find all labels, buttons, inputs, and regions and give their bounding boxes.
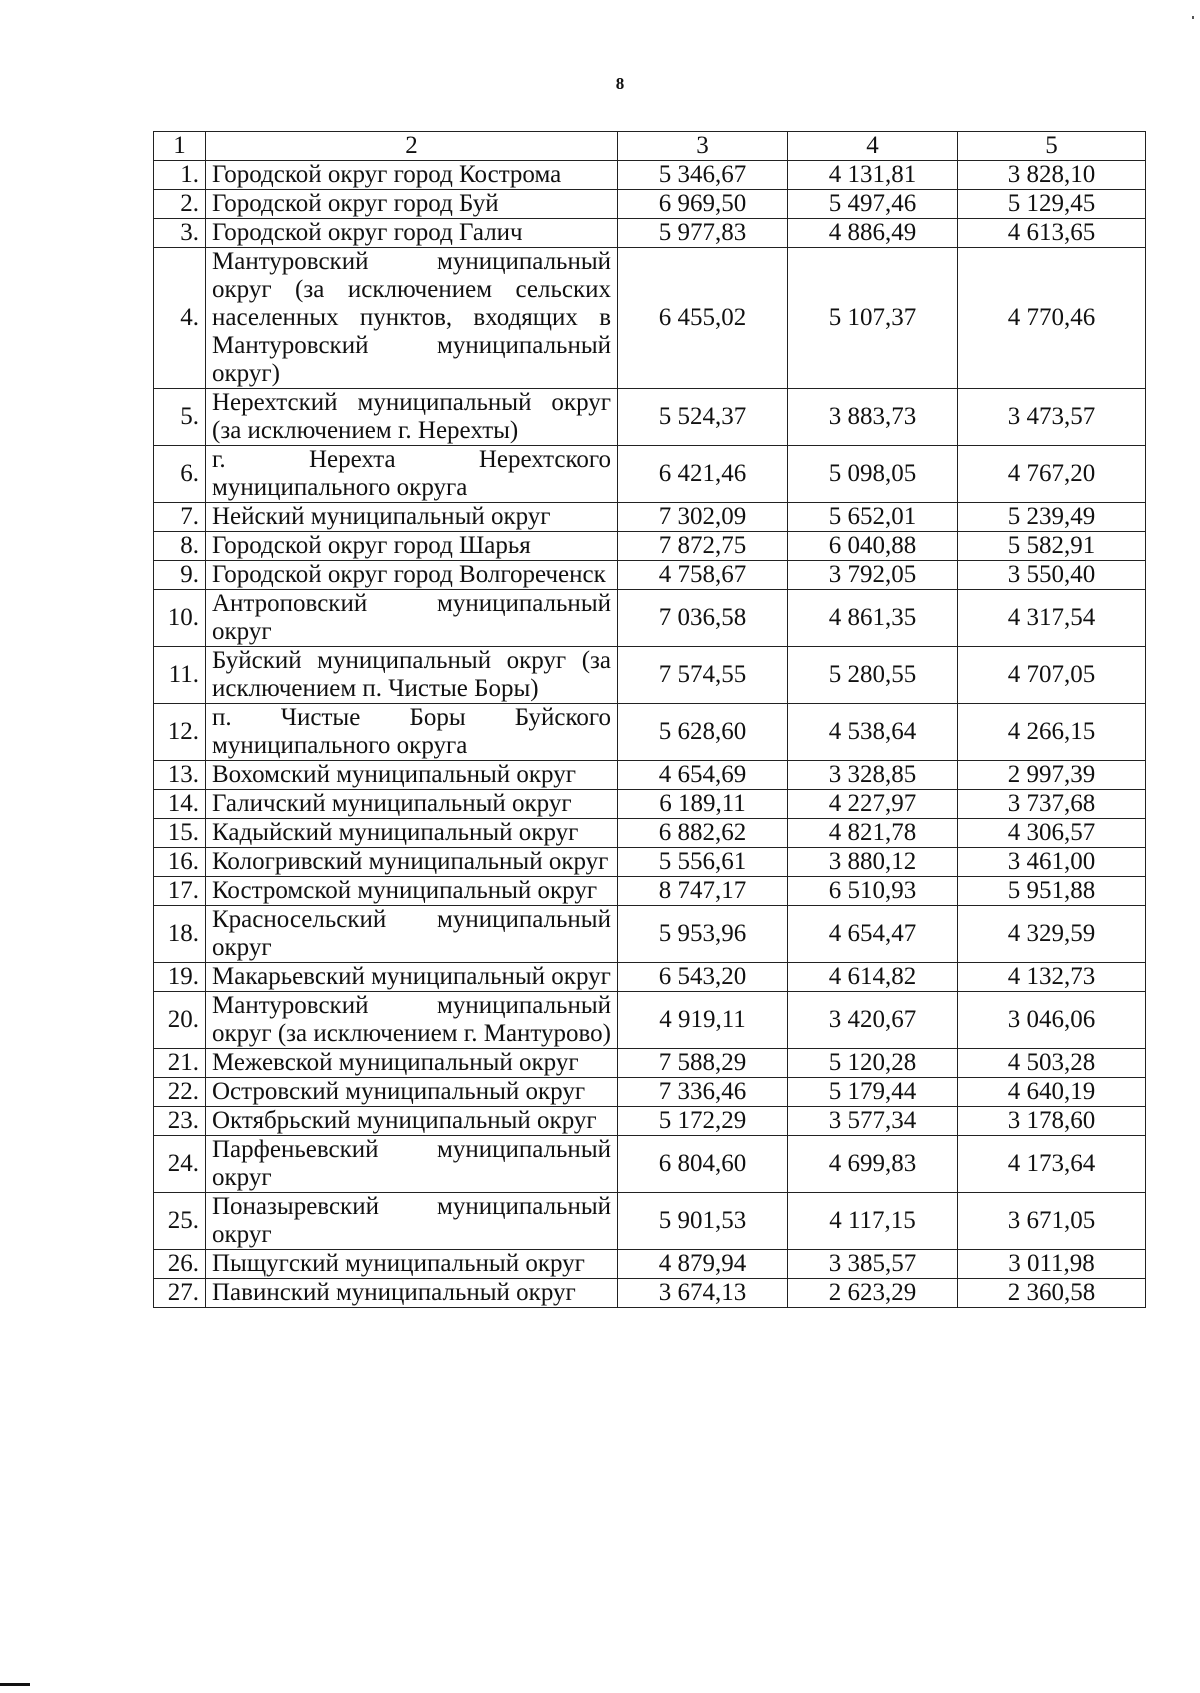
table-row — [154, 992, 1146, 1049]
row-number: 3. — [154, 219, 206, 248]
row-number: 25. — [154, 1193, 206, 1250]
column-header: 2 — [206, 132, 618, 161]
table-row — [154, 647, 1146, 704]
row-value-col5: 4 770,46 — [958, 248, 1146, 389]
row-value-col5: 4 173,64 — [958, 1136, 1146, 1193]
table-row — [154, 1078, 1146, 1107]
row-value-col5: 3 011,98 — [958, 1250, 1146, 1279]
row-value-col3: 5 953,96 — [618, 906, 788, 963]
row-number: 10. — [154, 590, 206, 647]
row-value-col5: 4 306,57 — [958, 819, 1146, 848]
row-value-col3: 6 543,20 — [618, 963, 788, 992]
column-header: 5 — [958, 132, 1146, 161]
row-value-col3: 4 879,94 — [618, 1250, 788, 1279]
row-value-col4: 3 883,73 — [788, 389, 958, 446]
row-value-col5: 3 828,10 — [958, 161, 1146, 190]
table-row — [154, 503, 1146, 532]
row-number: 22. — [154, 1078, 206, 1107]
row-value-col3: 6 421,46 — [618, 446, 788, 503]
row-value-col5: 4 640,19 — [958, 1078, 1146, 1107]
row-name: Галичский муниципальный округ — [206, 790, 618, 819]
row-value-col3: 7 588,29 — [618, 1049, 788, 1078]
column-header: 4 — [788, 132, 958, 161]
row-number: 18. — [154, 906, 206, 963]
row-name: Макарьевский муниципальный округ — [206, 963, 618, 992]
row-name: Мантуровский муниципальный округ (за исключением г. Мантурово) — [206, 992, 618, 1049]
row-value-col5: 4 767,20 — [958, 446, 1146, 503]
table-row — [154, 906, 1146, 963]
row-value-col3: 3 674,13 — [618, 1279, 788, 1308]
row-number: 9. — [154, 561, 206, 590]
row-value-col3: 7 036,58 — [618, 590, 788, 647]
row-number: 11. — [154, 647, 206, 704]
table-row — [154, 389, 1146, 446]
row-value-col5: 2 360,58 — [958, 1279, 1146, 1308]
row-value-col3: 6 882,62 — [618, 819, 788, 848]
row-number: 8. — [154, 532, 206, 561]
row-value-col4: 6 510,93 — [788, 877, 958, 906]
row-value-col4: 4 886,49 — [788, 219, 958, 248]
table-row — [154, 761, 1146, 790]
row-value-col4: 6 040,88 — [788, 532, 958, 561]
row-value-col5: 4 317,54 — [958, 590, 1146, 647]
row-value-col4: 4 614,82 — [788, 963, 958, 992]
row-value-col3: 5 172,29 — [618, 1107, 788, 1136]
row-value-col4: 4 131,81 — [788, 161, 958, 190]
row-value-col4: 4 538,64 — [788, 704, 958, 761]
row-number: 1. — [154, 161, 206, 190]
row-name: Парфеньевский муниципальный округ — [206, 1136, 618, 1193]
row-name: Городской округ город Волгореченск — [206, 561, 618, 590]
table-row — [154, 819, 1146, 848]
row-value-col4: 4 861,35 — [788, 590, 958, 647]
row-value-col5: 3 737,68 — [958, 790, 1146, 819]
row-value-col4: 4 699,83 — [788, 1136, 958, 1193]
table-row — [154, 704, 1146, 761]
row-value-col3: 6 804,60 — [618, 1136, 788, 1193]
row-value-col3: 5 556,61 — [618, 848, 788, 877]
row-value-col4: 3 328,85 — [788, 761, 958, 790]
row-value-col5: 4 266,15 — [958, 704, 1146, 761]
row-name: Межевской муниципальный округ — [206, 1049, 618, 1078]
row-number: 2. — [154, 190, 206, 219]
table-row — [154, 1279, 1146, 1308]
table-row — [154, 877, 1146, 906]
table-row — [154, 1107, 1146, 1136]
column-header: 3 — [618, 132, 788, 161]
row-value-col4: 3 420,67 — [788, 992, 958, 1049]
row-name: Городской округ город Шарья — [206, 532, 618, 561]
row-name: Красносельский муниципальный округ — [206, 906, 618, 963]
row-number: 15. — [154, 819, 206, 848]
row-value-col4: 5 280,55 — [788, 647, 958, 704]
row-number: 13. — [154, 761, 206, 790]
row-value-col3: 5 901,53 — [618, 1193, 788, 1250]
row-value-col3: 7 872,75 — [618, 532, 788, 561]
row-name: Городской округ город Кострома — [206, 161, 618, 190]
table-row — [154, 848, 1146, 877]
table-row — [154, 963, 1146, 992]
row-value-col3: 7 574,55 — [618, 647, 788, 704]
row-number: 12. — [154, 704, 206, 761]
row-name: Буйский муниципальный округ (за исключением п. Чистые Боры) — [206, 647, 618, 704]
table-row — [154, 790, 1146, 819]
row-value-col4: 3 880,12 — [788, 848, 958, 877]
row-name: Павинский муниципальный округ — [206, 1279, 618, 1308]
row-number: 6. — [154, 446, 206, 503]
row-value-col4: 2 623,29 — [788, 1279, 958, 1308]
row-value-col4: 5 107,37 — [788, 248, 958, 389]
row-value-col4: 5 120,28 — [788, 1049, 958, 1078]
row-value-col4: 5 098,05 — [788, 446, 958, 503]
row-name: Антроповский муниципальный округ — [206, 590, 618, 647]
row-number: 26. — [154, 1250, 206, 1279]
row-value-col4: 4 821,78 — [788, 819, 958, 848]
table-row — [154, 161, 1146, 190]
row-name: Поназыревский муниципальный округ — [206, 1193, 618, 1250]
row-value-col3: 4 654,69 — [618, 761, 788, 790]
row-name: Кадыйский муниципальный округ — [206, 819, 618, 848]
row-number: 21. — [154, 1049, 206, 1078]
page-number: 8 — [615, 74, 625, 93]
header-row — [154, 132, 1146, 161]
table-row — [154, 219, 1146, 248]
row-number: 4. — [154, 248, 206, 389]
row-value-col5: 5 951,88 — [958, 877, 1146, 906]
row-name: Городской округ город Галич — [206, 219, 618, 248]
column-header: 1 — [154, 132, 206, 161]
row-value-col4: 4 654,47 — [788, 906, 958, 963]
row-value-col5: 4 132,73 — [958, 963, 1146, 992]
row-value-col3: 7 302,09 — [618, 503, 788, 532]
row-value-col3: 4 919,11 — [618, 992, 788, 1049]
row-number: 23. — [154, 1107, 206, 1136]
row-value-col4: 5 179,44 — [788, 1078, 958, 1107]
row-value-col3: 6 189,11 — [618, 790, 788, 819]
row-value-col4: 3 792,05 — [788, 561, 958, 590]
row-name: Пыщугский муниципальный округ — [206, 1250, 618, 1279]
row-value-col5: 4 613,65 — [958, 219, 1146, 248]
row-number: 7. — [154, 503, 206, 532]
row-number: 27. — [154, 1279, 206, 1308]
row-value-col5: 3 046,06 — [958, 992, 1146, 1049]
row-value-col3: 6 455,02 — [618, 248, 788, 389]
table-row — [154, 1136, 1146, 1193]
row-number: 5. — [154, 389, 206, 446]
row-value-col5: 2 997,39 — [958, 761, 1146, 790]
row-value-col3: 7 336,46 — [618, 1078, 788, 1107]
row-number: 20. — [154, 992, 206, 1049]
row-name: Кологривский муниципальный округ — [206, 848, 618, 877]
row-value-col3: 4 758,67 — [618, 561, 788, 590]
row-value-col3: 8 747,17 — [618, 877, 788, 906]
scan-dot — [1192, 16, 1194, 19]
row-value-col4: 3 385,57 — [788, 1250, 958, 1279]
row-name: Вохомский муниципальный округ — [206, 761, 618, 790]
row-value-col5: 3 178,60 — [958, 1107, 1146, 1136]
table-row — [154, 590, 1146, 647]
scan-mark — [0, 1683, 30, 1686]
row-value-col5: 4 329,59 — [958, 906, 1146, 963]
row-name: Костромской муниципальный округ — [206, 877, 618, 906]
row-value-col3: 5 524,37 — [618, 389, 788, 446]
row-value-col3: 5 977,83 — [618, 219, 788, 248]
row-name: Островский муниципальный округ — [206, 1078, 618, 1107]
row-value-col5: 3 550,40 — [958, 561, 1146, 590]
row-value-col3: 5 346,67 — [618, 161, 788, 190]
row-number: 24. — [154, 1136, 206, 1193]
row-name: п. Чистые Боры Буйского муниципального округа — [206, 704, 618, 761]
row-value-col5: 3 473,57 — [958, 389, 1146, 446]
table-row — [154, 1193, 1146, 1250]
row-value-col5: 4 503,28 — [958, 1049, 1146, 1078]
row-value-col5: 4 707,05 — [958, 647, 1146, 704]
table-row — [154, 248, 1146, 389]
row-number: 19. — [154, 963, 206, 992]
row-value-col4: 3 577,34 — [788, 1107, 958, 1136]
table-row — [154, 190, 1146, 219]
row-number: 16. — [154, 848, 206, 877]
table-row — [154, 1250, 1146, 1279]
row-value-col4: 5 497,46 — [788, 190, 958, 219]
row-value-col5: 5 239,49 — [958, 503, 1146, 532]
table-row — [154, 446, 1146, 503]
row-name: Октябрьский муниципальный округ — [206, 1107, 618, 1136]
table-row — [154, 532, 1146, 561]
row-value-col5: 5 582,91 — [958, 532, 1146, 561]
table-row — [154, 561, 1146, 590]
row-value-col3: 5 628,60 — [618, 704, 788, 761]
data-table — [153, 131, 1146, 1308]
row-value-col4: 4 117,15 — [788, 1193, 958, 1250]
row-value-col5: 5 129,45 — [958, 190, 1146, 219]
row-name: Городской округ город Буй — [206, 190, 618, 219]
row-name: Нейский муниципальный округ — [206, 503, 618, 532]
row-value-col5: 3 671,05 — [958, 1193, 1146, 1250]
row-name: Мантуровский муниципальный округ (за исключением сельских населенных пунктов, входящих в Мантуровский муниципальный округ) — [206, 248, 618, 389]
row-name: Нерехтский муниципальный округ (за исключением г. Нерехты) — [206, 389, 618, 446]
row-value-col4: 4 227,97 — [788, 790, 958, 819]
table-row — [154, 1049, 1146, 1078]
row-number: 14. — [154, 790, 206, 819]
row-number: 17. — [154, 877, 206, 906]
row-value-col5: 3 461,00 — [958, 848, 1146, 877]
row-name: г. Нерехта Нерехтского муниципального округа — [206, 446, 618, 503]
row-value-col4: 5 652,01 — [788, 503, 958, 532]
row-value-col3: 6 969,50 — [618, 190, 788, 219]
